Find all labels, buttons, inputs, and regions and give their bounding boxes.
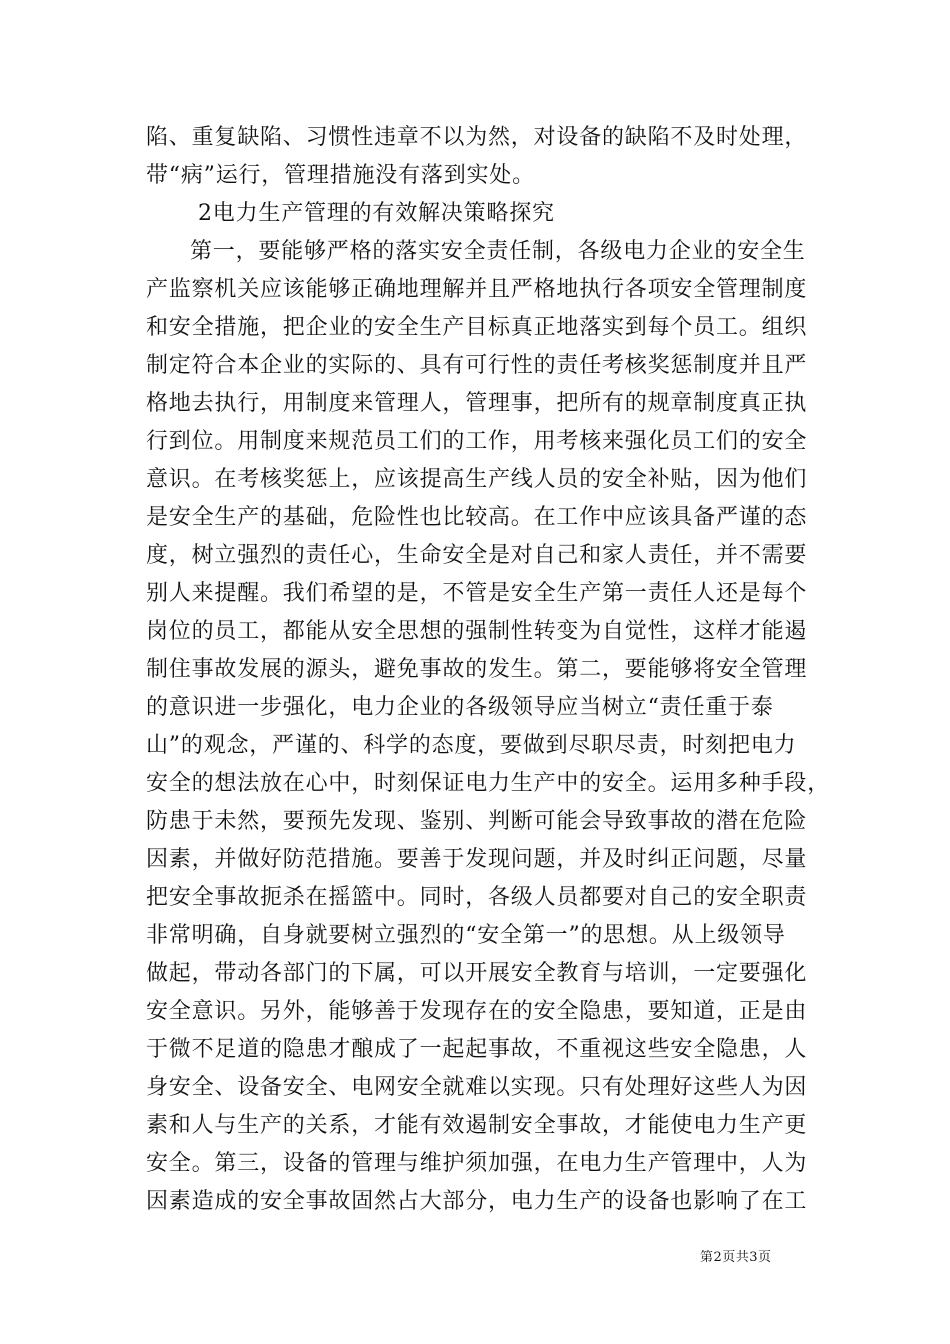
body-line: 山”的观念，严谨的、科学的态度，要做到尽职尽责，时刻把电力 — [146, 733, 797, 758]
body-line: 做起，带动各部门的下属，可以开展安全教育与培训，一定要强化 — [146, 961, 808, 986]
body-line: 制住事故发展的源头，避免事故的发生。第二，要能够将安全管理 — [146, 657, 808, 682]
page-number: 第2页共3页 — [700, 1250, 772, 1265]
body-line: 产监察机关应该能够正确地理解并且严格地执行各项安全管理制度 — [146, 277, 808, 302]
body-line: 格地去执行，用制度来管理人，管理事，把所有的规章制度真正执 — [146, 391, 808, 416]
body-line: 制定符合本企业的实际的、具有可行性的责任考核奖惩制度并且严 — [146, 353, 808, 378]
body-line: 安全的想法放在心中，时刻保证电力生产中的安全。运用多种手段， — [146, 771, 831, 796]
section-heading: 2电力生产管理的有效解决策略探究 — [198, 201, 555, 226]
body-line: 于微不足道的隐患才酿成了一起起事故，不重视这些安全隐患，人 — [146, 1037, 808, 1062]
body-line: 身安全、设备安全、电网安全就难以实现。只有处理好这些人为因 — [146, 1075, 808, 1100]
body-line: 意识。在考核奖惩上，应该提高生产线人员的安全补贴，因为他们 — [146, 467, 808, 492]
body-line: 别人来提醒。我们希望的是，不管是安全生产第一责任人还是每个 — [146, 581, 808, 606]
body-line: 陷、重复缺陷、习惯性违章不以为然，对设备的缺陷不及时处理， — [146, 125, 808, 150]
body-line: 因素造成的安全事故固然占大部分，电力生产的设备也影响了在工 — [146, 1189, 808, 1214]
body-line: 带“病”运行，管理措施没有落到实处。 — [146, 163, 535, 188]
paragraph-first-line: 第一，要能够严格的落实安全责任制，各级电力企业的安全生 — [190, 239, 806, 264]
body-line: 岗位的员工，都能从安全思想的强制性转变为自觉性，这样才能遏 — [146, 619, 808, 644]
body-line: 的意识进一步强化，电力企业的各级领导应当树立“责任重于泰 — [146, 695, 774, 720]
body-line: 防患于未然，要预先发现、鉴别、判断可能会导致事故的潜在危险 — [146, 809, 808, 834]
body-line: 度，树立强烈的责任心，生命安全是对自己和家人责任，并不需要 — [146, 543, 808, 568]
body-line: 非常明确，自身就要树立强烈的“安全第一”的思想。从上级领导 — [146, 923, 786, 948]
body-line: 素和人与生产的关系，才能有效遏制安全事故，才能使电力生产更 — [146, 1113, 808, 1138]
body-line: 安全意识。另外，能够善于发现存在的安全隐患，要知道，正是由 — [146, 999, 808, 1024]
body-line: 把安全事故扼杀在摇篮中。同时，各级人员都要对自己的安全职责 — [146, 885, 808, 910]
body-line: 安全。第三，设备的管理与维护须加强，在电力生产管理中，人为 — [146, 1151, 808, 1176]
body-line: 因素，并做好防范措施。要善于发现问题，并及时纠正问题，尽量 — [146, 847, 808, 872]
body-line: 行到位。用制度来规范员工们的工作，用考核来强化员工们的安全 — [146, 429, 808, 454]
body-line: 和安全措施，把企业的安全生产目标真正地落实到每个员工。组织 — [146, 315, 808, 340]
body-line: 是安全生产的基础，危险性也比较高。在工作中应该具备严谨的态 — [146, 505, 808, 530]
